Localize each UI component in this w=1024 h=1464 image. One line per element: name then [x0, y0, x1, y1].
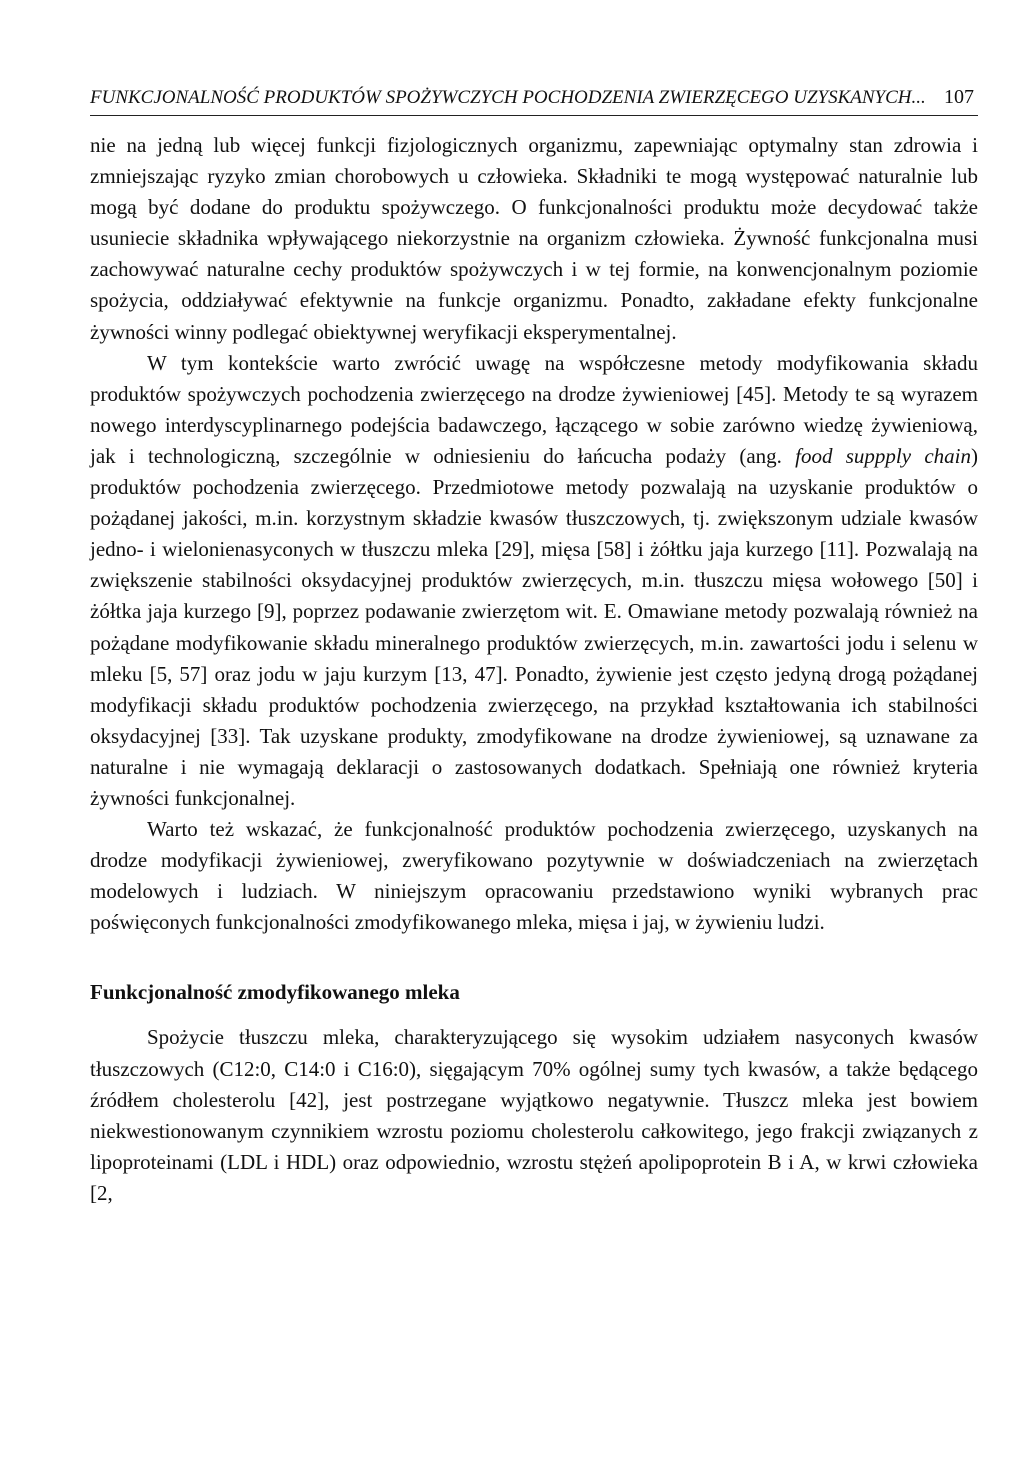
paragraph: Warto też wskazać, że funkcjonalność produktów pochodzenia zwierzęcego, uzyskanych na drodze modyfikacji żywieniowej, zweryfikowano pozytywnie w doświadczeniach na zwierzętach modelowych i ludziach. W niniejszym opracowaniu przedstawiono wyniki wybranych prac poświęconych funkcjonalności zmodyfikowanego mleka, mięsa i jaj, w żywieniu ludzi. — [90, 817, 978, 935]
paragraph: Spożycie tłuszczu mleka, charakteryzującego się wysokim udziałem nasyconych kwasów tłuszczowych (C12:0, C14:0 i C16:0), sięgającym 70% ogólnej sumy tych kwasów, a także będącego źródłem cholesterolu [42], jest postrzegane wyjątkowo negatywnie. Tłuszcz mleka jest bowiem niekwestionowanym czynnikiem wzrostu poziomu cholesterolu całkowitego, jego frakcji związanych z lipoproteinami (LDL i HDL) oraz odpowiednio, wzrostu stężeń apolipoprotein B i A, w krwi człowieka [2, — [90, 1025, 978, 1205]
section-heading: Funkcjonalność zmodyfikowanego mleka — [90, 980, 460, 1005]
running-header — [90, 86, 978, 116]
page-number: 107 — [944, 86, 974, 108]
body-text — [90, 130, 978, 1209]
running-title: FUNKCJONALNOŚĆ PRODUKTÓW SPOŻYWCZYCH POCHODZENIA ZWIERZĘCEGO UZYSKANYCH... — [90, 87, 926, 108]
paragraph: nie na jedną lub więcej funkcji fizjologicznych organizmu, zapewniając optymalny stan zdrowia i zmniejszając ryzyko zmian chorobowych u człowieka. Składniki te mogą występować naturalnie lub mogą być dodane do produktu spożywczego. O funkcjonalności produktu może decydować także usuniecie składnika wpływającego niekorzystnie na organizm człowieka. Żywność funkcjonalna musi zachowywać naturalne cechy produktów spożywczych i w tej formie, na konwencjonalnym poziomie spożycia, oddziaływać efektywnie na funkcje organizmu. Ponadto, zakładane efekty funkcjonalne żywności winny podlegać obiektywnej weryfikacji eksperymentalnej. — [90, 133, 978, 344]
paragraph: W tym kontekście warto zwrócić uwagę na współczesne metody modyfikowania składu produktów spożywczych pochodzenia zwierzęcego na drodze żywieniowej [45]. Metody te są wyrazem nowego interdyscyplinarnego podejścia badawczego, łączącego w sobie zarówno wiedzę żywieniową, jak i technologiczną, szczególnie w odniesieniu do łańcucha podaży (ang. food suppply chain) produktów pochodzenia zwierzęcego. Przedmiotowe metody pozwalają na uzyskanie produktów o pożądanej jakości, m.in. korzystnym składzie kwasów tłuszczowych, tj. zwiększonym udziale kwasów jedno- i wielonienasyconych w tłuszczu mleka [29], mięsa [58] i żółtku jaja kurzego [11]. Pozwalają na zwiększenie stabilności oksydacyjnej produktów zwierzęcych, m.in. tłuszczu mięsa wołowego [50] i żółtka jaja kurzego [9], poprzez podawanie zwierzętom wit. E. Omawiane metody pozwalają również na pożądane modyfikowanie składu mineralnego produktów zwierzęcych, m.in. zawartości jodu i selenu w mleku [5, 57] oraz jodu w jaju kurzym [13, 47]. Ponadto, żywienie jest często jedyną drogą pożądanej modyfikacji składu produktów pochodzenia zwierzęcego, na przykład kształtowania ich stabilności oksydacyjnej [33]. Tak uzyskane produkty, zmodyfikowane na drodze żywieniowej, są uznawane za naturalne i nie wymagają deklaracji o zastosowanych dodatkach. Spełniają one również kryteria żywności funkcjonalnej. — [90, 350, 978, 810]
italic-term: food suppply chain — [795, 443, 971, 468]
